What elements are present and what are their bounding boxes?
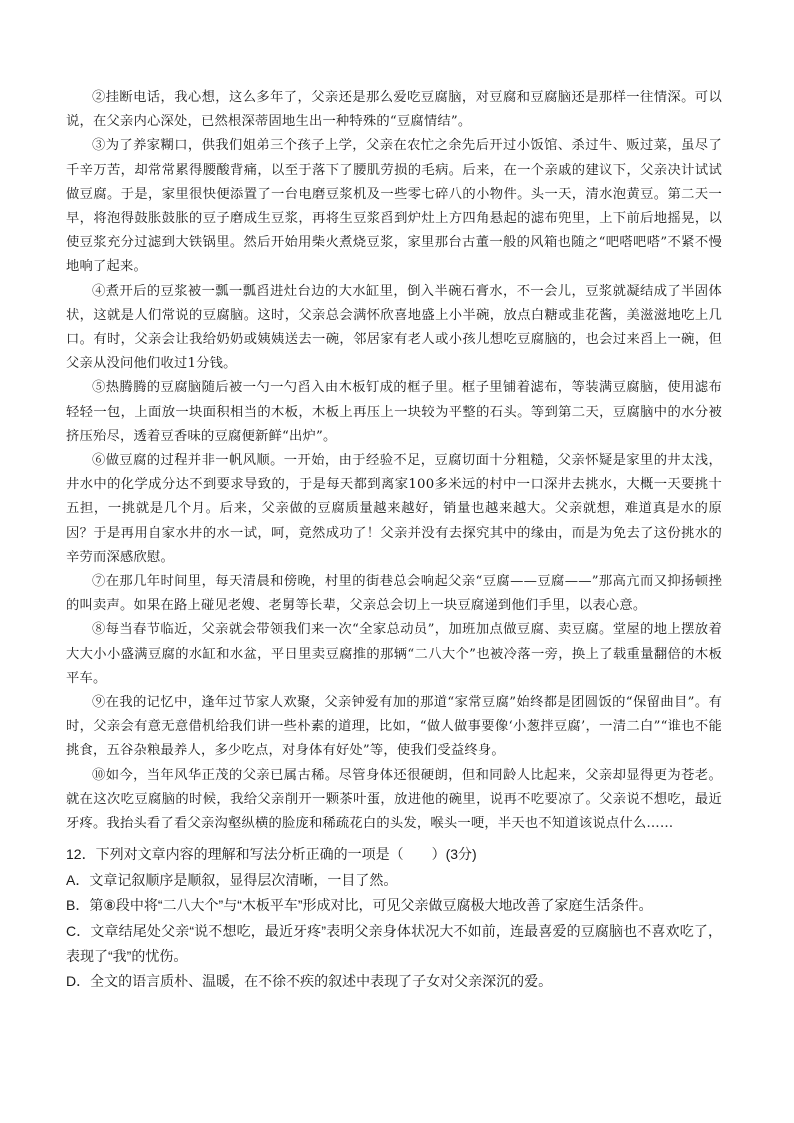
paragraph-2: ②挂断电话，我心想，这么多年了，父亲还是那么爱吃豆腐脑，对豆腐和豆腐脑还是那样一往情深。可以说，在父亲内心深处，已然根深蒂固地生出一种特殊的“豆腐情结”。 — [66, 90, 722, 130]
paragraph-5: ⑤热腾腾的豆腐脑随后被一勺一勺舀入由木板钉成的框子里。框子里铺着滤布，等装满豆腐脑，使用滤布轻轻一包，上面放一块面积相当的木板，木板上再压上一块较为平整的石头。等到第二天，豆腐脑中的水分被挤压殆尽，透着豆香味的豆腐便新鲜“出炉”。 — [66, 380, 722, 444]
paragraph-4: ④煮开后的豆浆被一瓢一瓢舀进灶台边的大水缸里，倒入半碗石膏水，不一会儿，豆浆就凝结成了半固体状，这就是人们常说的豆腐脑。这时，父亲总会满怀欣喜地盛上小半碗，放点白糖或韭花酱，美滋滋地吃上几口。有时，父亲会让我给奶奶或姨姨送去一碗，邻居家有老人或小孩儿想吃豆腐脑的，也会过来舀上一碗，但父亲从没问他们收过1分钱。 — [66, 283, 722, 372]
exam-page — [66, 86, 722, 995]
paragraph-10: ⑩如今，当年风华正茂的父亲已属古稀。尽管身体还很硬朗，但和同龄人比起来，父亲却显得更为苍老。就在这次吃豆腐脑的时候，我给父亲削开一颗茶叶蛋，放进他的碗里，说再不吃要凉了。父亲说不想吃，最近牙疼。我抬头看了看父亲沟壑纵横的脸庞和稀疏花白的头发，喉头一哽，半天也不知道该说点什么…… — [66, 767, 722, 832]
option-b[interactable]: B．第⑧段中将“二八大个”与“木板平车”形成对比，可见父亲做豆腐极大地改善了家庭生活条件。 — [66, 897, 653, 914]
paragraph-3: ③为了养家糊口，供我们姐弟三个孩子上学，父亲在农忙之余先后开过小饭馆、杀过牛、贩过菜，虽尽了千辛万苦，却常常累得腰酸背痛，以至于落下了腰肌劳损的毛病。后来，在一个亲戚的建议下，父亲决计试试做豆腐。于是，家里很快便添置了一台电磨豆浆机及一些零七碎八的小物件。头一天，清水泡黄豆。第二天一早，将泡得鼓胀鼓胀的豆子磨成生豆浆，再将生豆浆舀到炉灶上方四角悬起的滤布兜里，上下前后地摇晃，以使豆浆充分过滤到大铁锅里。然后开始用柴火煮烧豆浆，家里那台古董一般的风箱也随之“吧嗒吧嗒”不紧不慢地响了起来。 — [66, 138, 722, 275]
question-stem: 12．下列对文章内容的理解和写法分析正确的一项是（ ）(3分) — [66, 846, 477, 863]
option-d[interactable]: D．全文的语言质朴、温暖，在不徐不疾的叙述中表现了子女对父亲深沉的爱。 — [66, 973, 553, 990]
option-c[interactable]: C．文章结尾处父亲“说不想吃，最近牙疼”表明父亲身体状况大不如前，连最喜爱的豆腐脑也不喜欢吃了，表现了“我”的忧伤。 — [66, 922, 722, 964]
paragraph-7: ⑦在那几年时间里，每天清晨和傍晚，村里的街巷总会响起父亲“豆腐——豆腐——”那高亢而又抑扬顿挫的叫卖声。如果在路上碰见老嫂、老舅等长辈，父亲总会切上一块豆腐递到他们手里，以表心意。 — [66, 574, 722, 614]
paragraph-8: ⑧每当春节临近，父亲就会带领我们来一次“全家总动员”，加班加点做豆腐、卖豆腐。堂屋的地上摆放着大大小小盛满豆腐的水缸和水盆，平日里卖豆腐推的那辆“二八大个”也被冷落一旁，换上了载重量翻倍的木板平车。 — [66, 622, 722, 686]
question-12 — [66, 842, 722, 994]
option-a[interactable]: A．文章记叙顺序是顺叙，显得层次清晰，一目了然。 — [66, 871, 398, 888]
reading-passage — [66, 86, 722, 836]
paragraph-6: ⑥做豆腐的过程并非一帆风顺。一开始，由于经验不足，豆腐切面十分粗糙，父亲怀疑是家里的井太浅，井水中的化学成分达不到要求导致的，于是每天都到离家100多米远的村中一口深井去挑水，大概一天要挑十五担，一挑就是几个月。后来，父亲做的豆腐质量越来越好，销量也越来越大。父亲就想，难道真是水的原因？于是再用自家水井的水一试，呵，竟然成功了！父亲并没有去探究其中的缘由，而是为免去了这份挑水的辛劳而深感欣慰。 — [66, 453, 722, 565]
paragraph-9: ⑨在我的记忆中，逢年过节家人欢聚，父亲钟爱有加的那道“家常豆腐”始终都是团圆饭的“保留曲目”。有时，父亲会有意无意借机给我们讲一些朴素的道理，比如，“做人做事要像‘小葱拌豆腐’，一清二白”“谁也不能挑食，五谷杂粮最养人，多少吃点，对身体有好处”等，使我们受益终身。 — [66, 695, 722, 759]
